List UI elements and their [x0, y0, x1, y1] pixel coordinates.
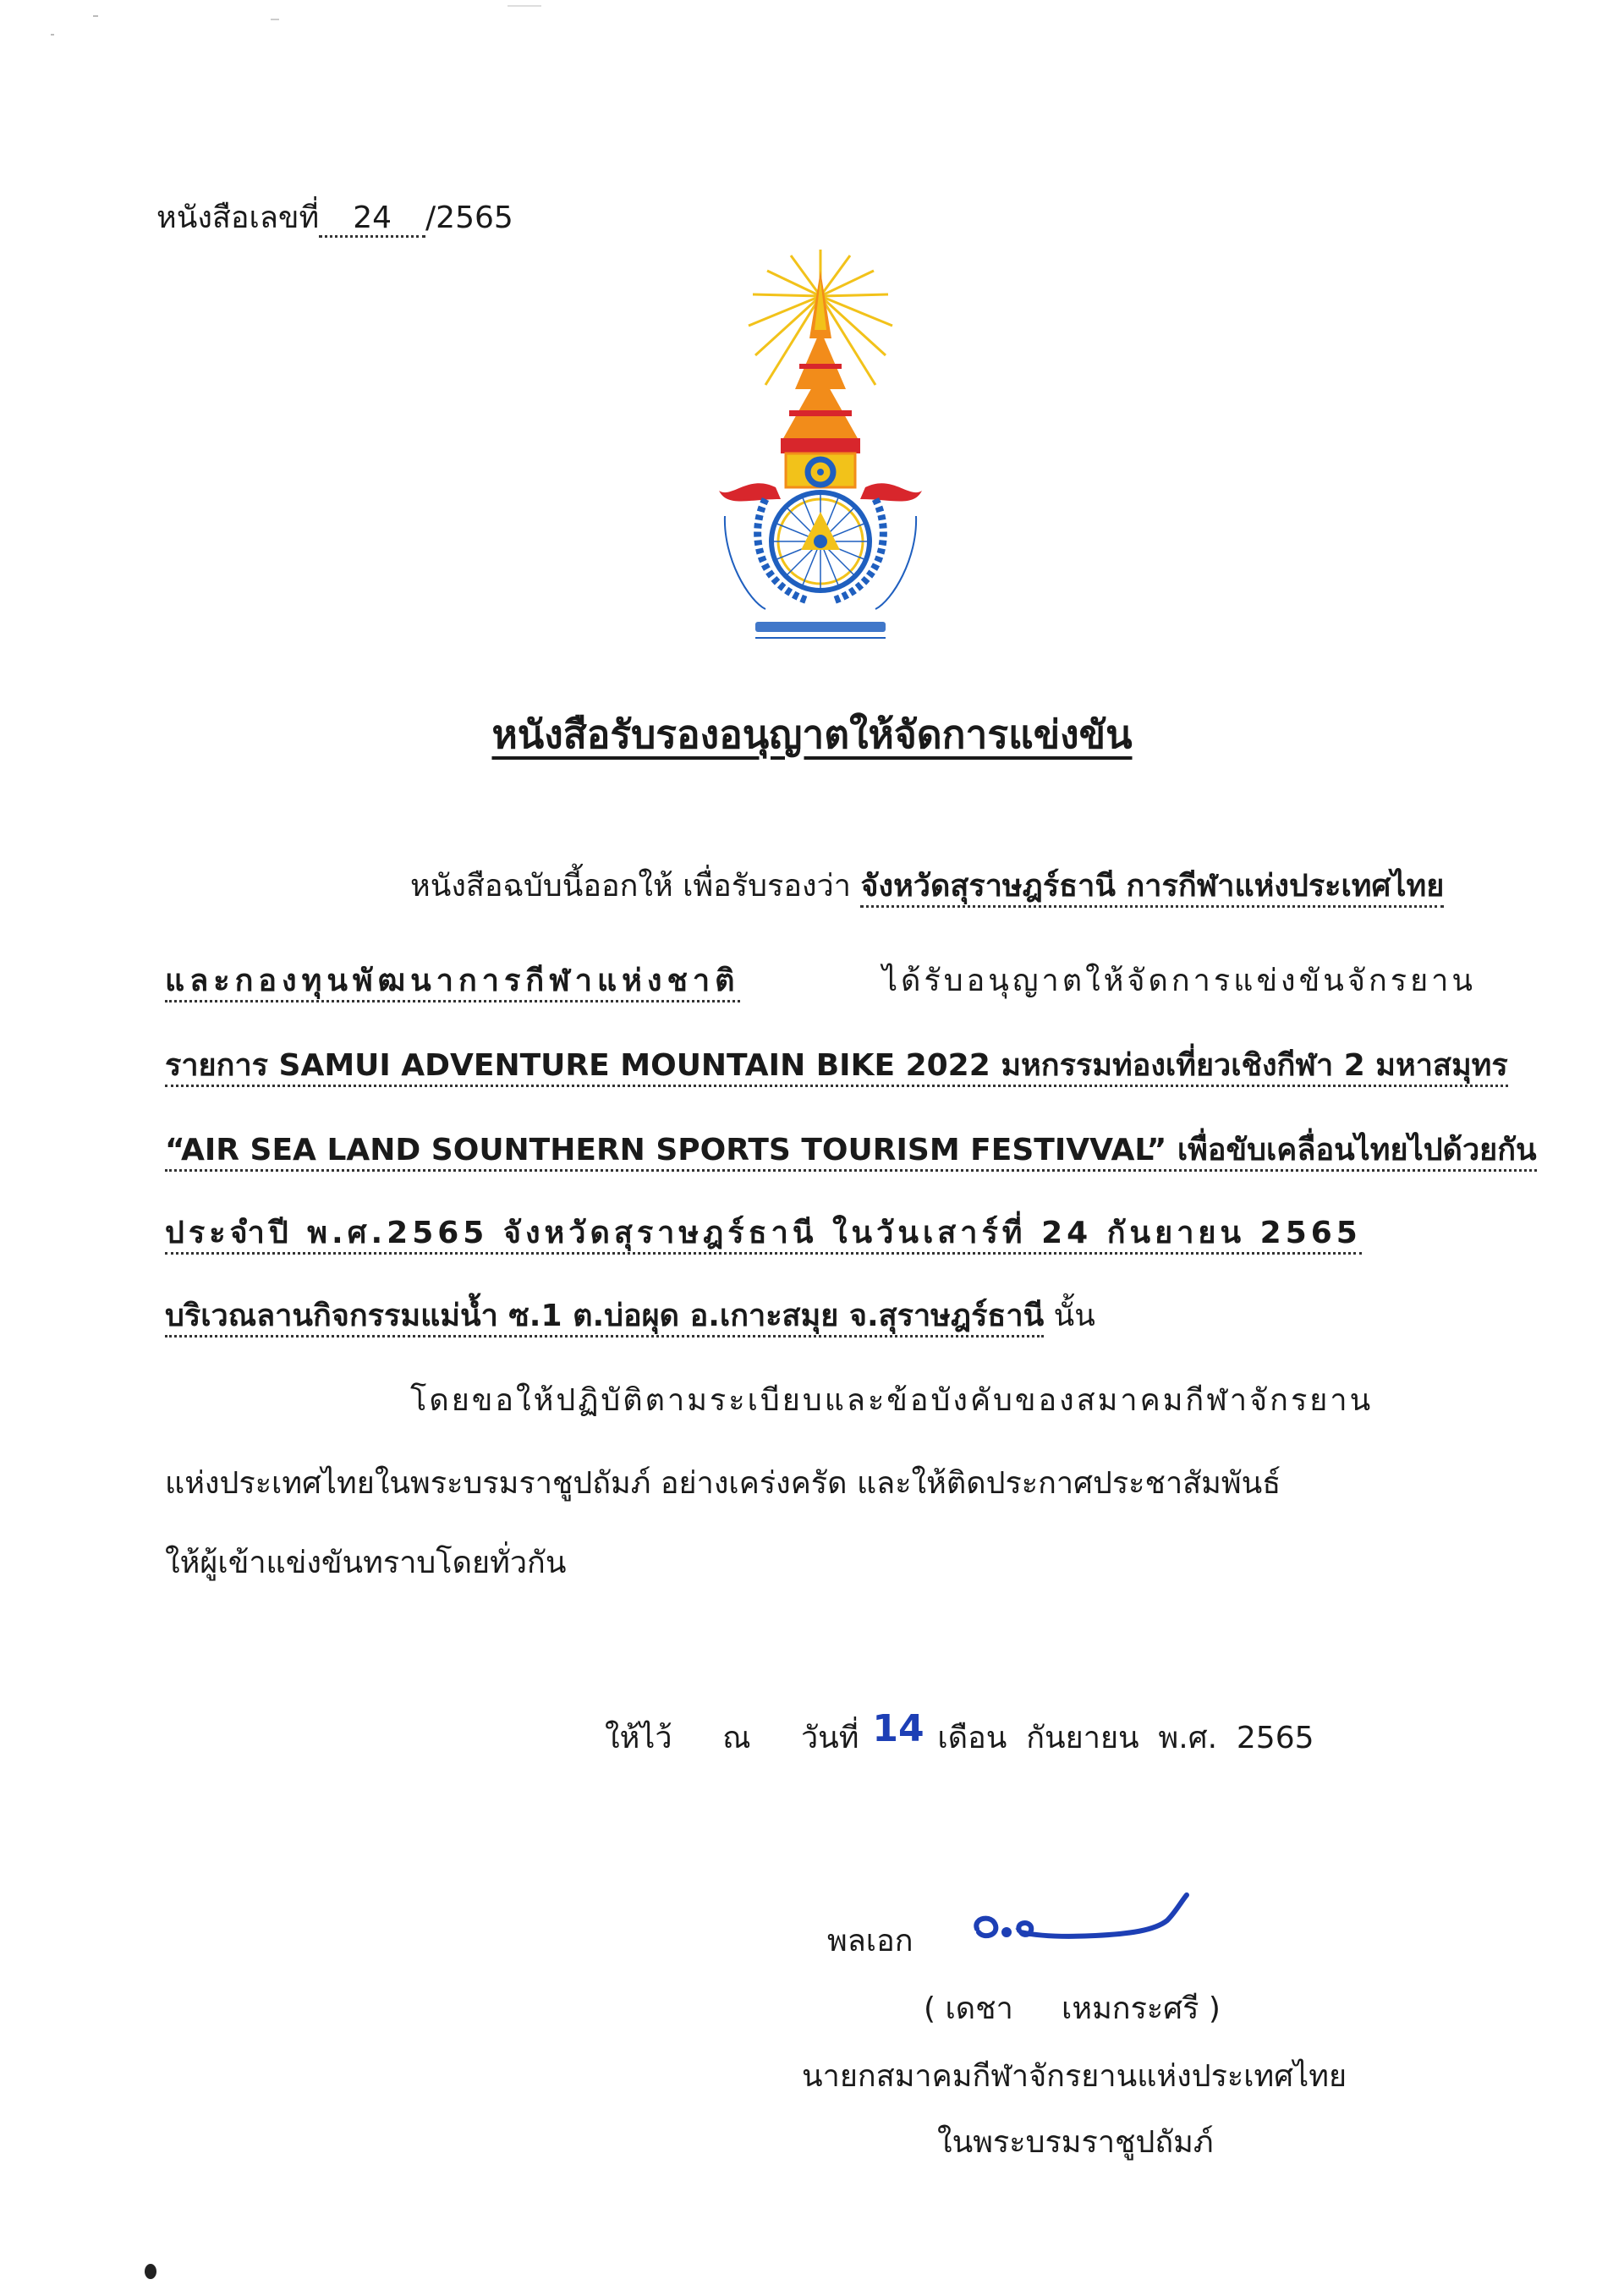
- p2-l1: โดยขอให้ปฏิบัติตามระเบียบและข้อบังคับของสมาคมกีฬาจักรยาน: [410, 1383, 1374, 1418]
- document-number: [156, 193, 513, 241]
- p1-l3: รายการ SAMUI ADVENTURE MOUNTAIN BIKE 2022 มหกรรมท่องเที่ยวเชิงกีฬา 2 มหาสมุทร: [165, 1048, 1508, 1087]
- signer-position-line2: ในพระบรมราชูปถัมภ์: [937, 2125, 1214, 2160]
- document-number-label: หนังสือเลขที่: [156, 200, 320, 235]
- p1-l1-plain: หนังสือฉบับนี้ออกให้ เพื่อรับรองว่า: [410, 869, 851, 904]
- document-number-value: 24: [319, 200, 425, 238]
- issue-date-line: [605, 1707, 1314, 1761]
- date-year: 2565: [1236, 1721, 1314, 1755]
- cycling-association-emblem-icon: [715, 245, 926, 651]
- paragraph2-line2: [165, 1458, 1476, 1507]
- p1-l2-bold: และกองทุนพัฒนาการกีฬาแห่งชาติ: [165, 964, 740, 1002]
- p1-l1-bold: จังหวัดสุราษฎร์ธานี การกีฬาแห่งประเทศไทย: [860, 869, 1444, 908]
- date-month-label: เดือน: [937, 1721, 1007, 1755]
- date-at-label: ณ: [722, 1721, 751, 1755]
- date-day-handwritten: 14: [872, 1707, 924, 1750]
- document-title-text: หนังสือรับรองอนุญาตให้จัดการแข่งขัน: [491, 711, 1133, 757]
- paragraph2-line1: [165, 1376, 1476, 1424]
- p2-l2: แห่งประเทศไทยในพระบรมราชูปถัมภ์ อย่างเคร่งครัด และให้ติดประกาศประชาสัมพันธ์: [165, 1466, 1281, 1501]
- paragraph1-line5: [165, 1208, 1476, 1256]
- document-number-year: /2565: [425, 200, 513, 235]
- date-year-label: พ.ศ.: [1158, 1721, 1218, 1755]
- paragraph1-line3: [165, 1041, 1508, 1089]
- p1-l6-bold: บริเวณลานกิจกรรมแม่น้ำ ซ.1 ต.บ่อผุด อ.เกาะสมุย จ.สุราษฎร์ธานี: [165, 1299, 1044, 1338]
- signer-name: ( เดชา เหมกระศรี ): [924, 1991, 1221, 2026]
- handwritten-signature-icon: [960, 1888, 1214, 1964]
- p1-l5: ประจำปี พ.ศ.2565 จังหวัดสุราษฎร์ธานี ในวันเสาร์ที่ 24 กันยายน 2565: [165, 1216, 1362, 1255]
- paragraph1-line1: [165, 861, 1476, 909]
- date-given-label: ให้ไว้: [605, 1721, 672, 1755]
- paragraph1-line6: [165, 1291, 1476, 1339]
- date-month: กันยายน: [1026, 1721, 1139, 1755]
- signer-position-line1: นายกสมาคมกีฬาจักรยานแห่งประเทศไทย: [802, 2059, 1347, 2094]
- signer-rank: พลเอก: [827, 1924, 914, 1958]
- document-title: [0, 704, 1624, 766]
- paragraph1-line4: [165, 1125, 1537, 1173]
- p1-l2-plain: ได้รับอนุญาตให้จัดการแข่งขันจักรยาน: [881, 964, 1476, 998]
- paragraph2-line3: [165, 1538, 1476, 1586]
- paragraph1-line2: [165, 956, 1476, 1004]
- p1-l4: “AIR SEA LAND SOUNTHERN SPORTS TOURISM FESTIVVAL” เพื่อขับเคลื่อนไทยไปด้วยกัน: [165, 1133, 1537, 1172]
- p2-l3: ให้ผู้เข้าแข่งขันทราบโดยทั่วกัน: [165, 1546, 567, 1580]
- date-day-label: วันที่: [800, 1721, 859, 1755]
- p1-l6-plain: นั้น: [1053, 1299, 1095, 1333]
